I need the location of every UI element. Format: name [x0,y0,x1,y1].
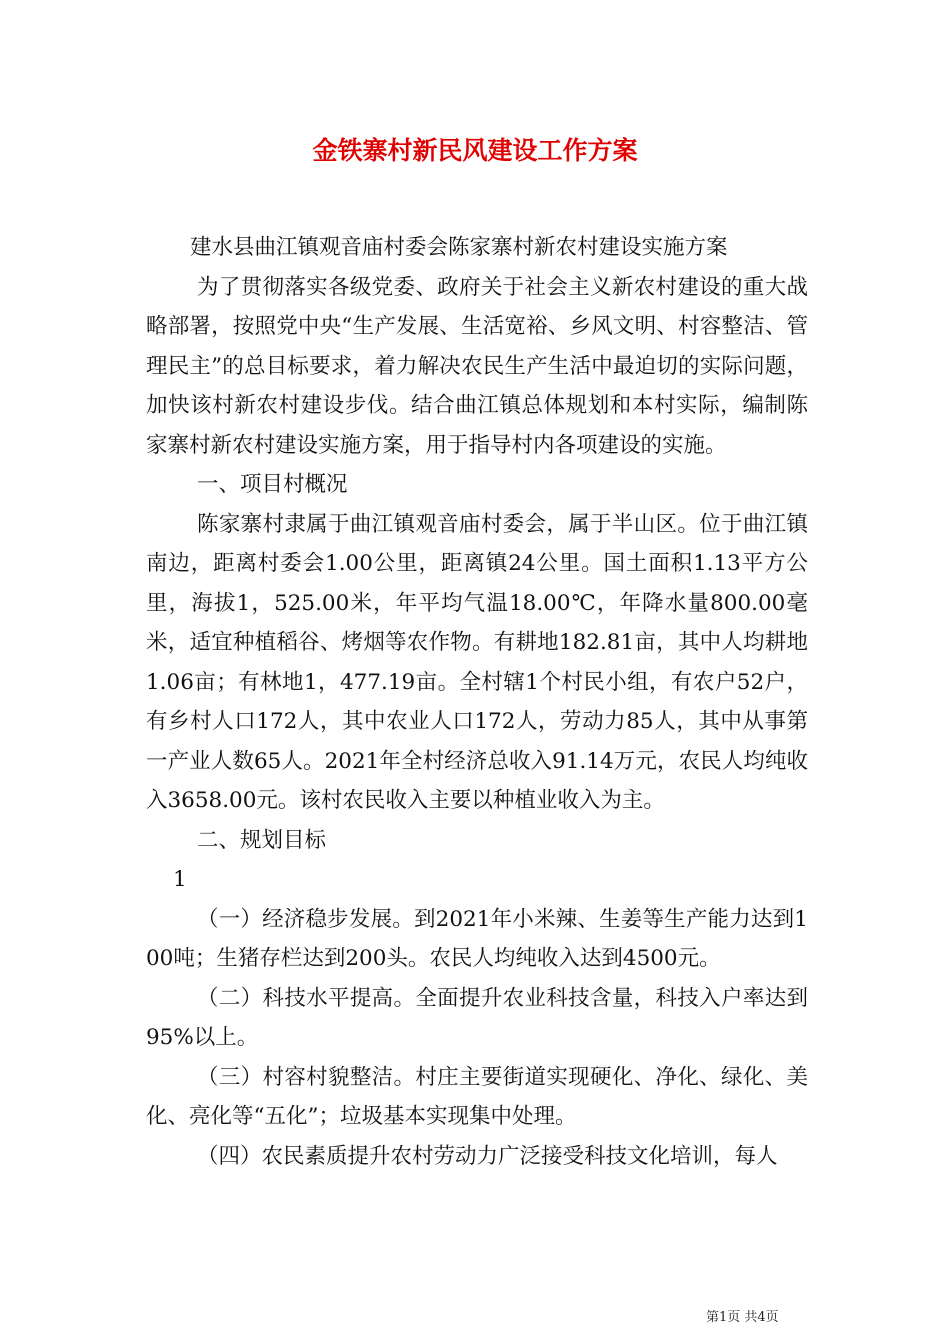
goal-paragraph-1: （一）经济稳步发展。到2021年小米辣、生姜等生产能力达到100吨；生猪存栏达到200头。农民人均纯收入达到4500元。 [146,906,808,971]
intro-paragraph: 为了贯彻落实各级党委、政府关于社会主义新农村建设的重大战略部署，按照党中央“生产发展、生活宽裕、乡风文明、村容整洁、管理民主”的总目标要求，着力解决农民生产生活中最迫切的实际问题，加快该村新农村建设步伐。结合曲江镇总体规划和本村实际，编制陈家寨村新农村建设实施方案，用于指导村内各项建设的实施。 [146,274,808,458]
document-body [146,228,808,1176]
goal-paragraph-2: （二）科技水平提高。全面提升农业科技含量，科技入户率达到95%以上。 [146,985,808,1050]
section-heading-overview: 一、项目村概况 [197,472,348,497]
goal-paragraph-3: （三）村容村貌整洁。村庄主要街道实现硬化、净化、绿化、美化、亮化等“五化”；垃圾基本实现集中处理。 [146,1064,808,1129]
page-number-footer: 第1页 共4页 [706,1310,779,1325]
overview-paragraph: 陈家寨村隶属于曲江镇观音庙村委会，属于半山区。位于曲江镇南边，距离村委会1.00公里，距离镇24公里。国土面积1.13平方公里，海拔1，525.00米，年平均气温18.00℃，年降水量800.00毫米，适宜种植稻谷、烤烟等农作物。有耕地182.81亩，其中人均耕地1.06亩；有林地1，477.19亩。全村辖1个村民小组，有农户52户，有乡村人口172人，其中农业人口172人，劳动力85人，其中从事第一产业人数65人。2021年全村经济总收入91.14万元，农民人均纯收入3658.00元。该村农民收入主要以种植业收入为主。 [146,511,808,813]
subtitle-paragraph: 建水县曲江镇观音庙村委会陈家寨村新农村建设实施方案 [190,235,728,260]
section-heading-goals: 二、规划目标 [197,827,327,853]
goal-paragraph-4: （四）农民素质提升农村劳动力广泛接受科技文化培训，每人 [197,1143,778,1169]
document-title: 金铁寨村新民风建设工作方案 [312,136,638,165]
inline-number: 1 [173,867,187,892]
